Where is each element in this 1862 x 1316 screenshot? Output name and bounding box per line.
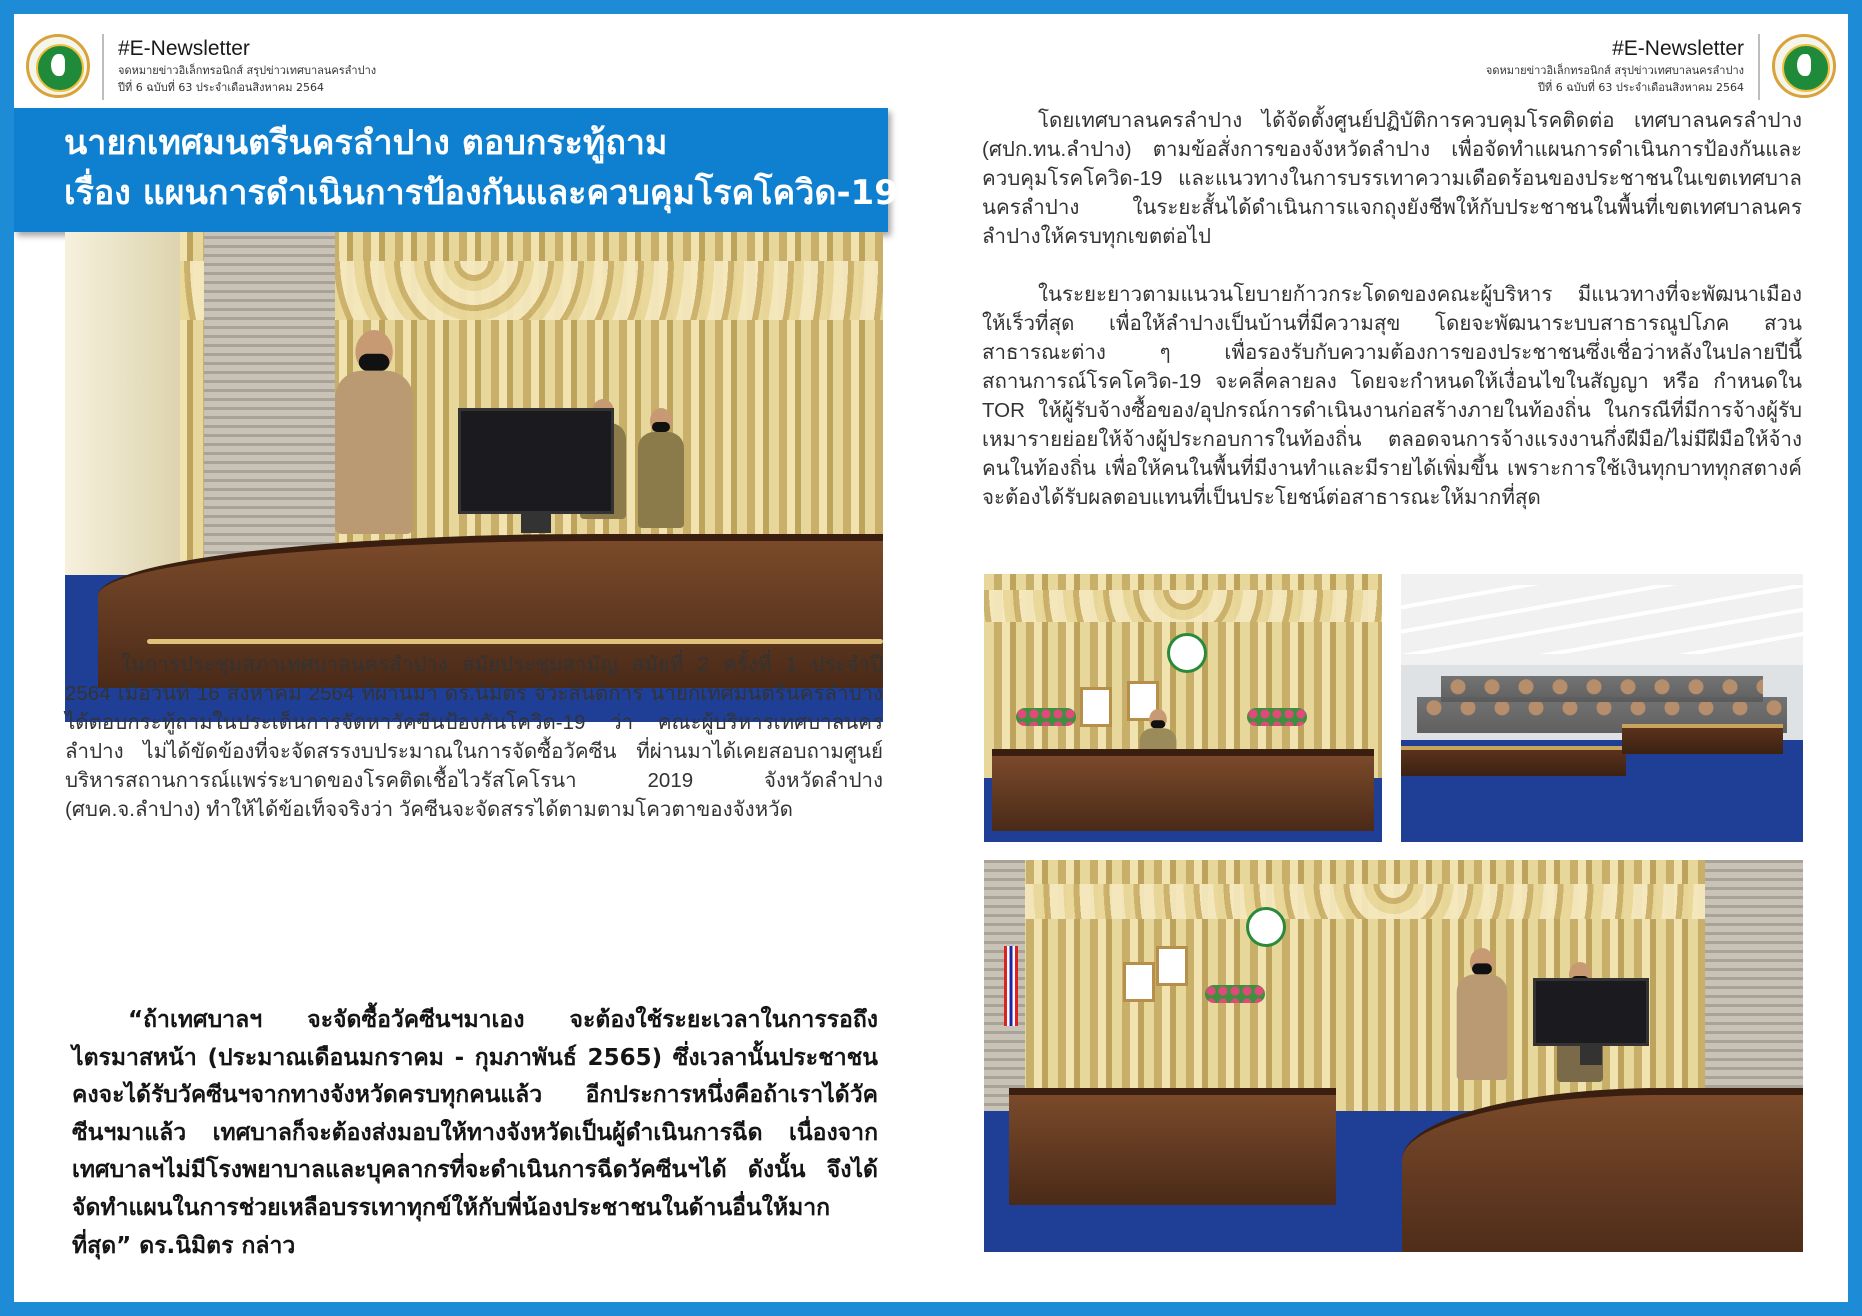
podium-desk [992,749,1374,831]
portrait-frame [1156,946,1188,986]
official-figure [638,408,684,528]
newsletter-subtitle: จดหมายข่าวอิเล็กทรอนิกส์ สรุปข่าวเทศบาลนครลำปาง [1485,64,1744,77]
speaker-figure [1457,948,1508,1080]
newsletter-issue: ปีที่ 6 ฉบับที่ 63 ประจำเดือนสิงหาคม 2564 [118,81,324,94]
council-members [1441,676,1763,702]
seal-emblem-icon [1246,907,1286,947]
portrait-frame [1123,962,1155,1002]
monitor [458,408,614,514]
newsletter-issue: ปีที่ 6 ฉบับที่ 63 ประจำเดือนสิงหาคม 2564 [1538,81,1744,94]
thai-flag [1004,946,1018,1026]
article-paragraph-1: โดยเทศบาลนครลำปาง ได้จัดตั้งศูนย์ปฏิบัติการควบคุมโรคติดต่อ เทศบาลนครลำปาง (ศปก.ทน.ลำปาง) ตามข้อสั่งการของจังหวัดลำปาง เพื่อจัดทำแผนการดำเนินการป้องกันและควบคุมโรคโควิด-19 และแนวทางในการบรรเทาความเดือดร้อนของประชาชนในเขตเทศบาลนครลำปาง ในระยะสั้นได้ดำเนินการแจกถุงยังชีพให้กับประชาชนในพื้นที่เขตเทศบาลนครลำปางให้ครบทุกเขตต่อไป [982,109,1802,248]
council-voting-photo [1401,574,1803,842]
headline-line-1: นายกเทศมนตรีนครลำปาง ตอบกระทู้ถาม [64,123,668,163]
mayor-figure [335,330,413,534]
council-chamber-photo [984,860,1803,1252]
monitor [1533,978,1649,1046]
article-paragraph-2: ในระยะยาวตามแนวนโยบายก้าวกระโดดของคณะผู้บริหาร มีแนวทางที่จะพัฒนาเมืองให้เร็วที่สุด เพื่อให้ลำปางเป็นบ้านที่มีความสุข โดยจะพัฒนาระบบสาธารณูปโภค สวนสาธารณะต่าง ๆ เพื่อรองรับกับความต้องการของประชาชนซึ่งเชื่อว่าหลังในปลายปีนี้สถานการณ์โรคโควิด-19 จะคลี่คลายลง โดยจะกำหนดให้เงื่อนไขในสัญญา หรือ กำหนดใน TOR ให้ผู้รับจ้างซื้อของ/อุปกรณ์การดำเนินงานก่อสร้างภายในท้องถิ่น ในกรณีที่มีการจ้างผู้รับเหมารายย่อยให้จ้างผู้ประกอบการในท้องถิ่น ตลอดจนการจ้างแรงงานกึ่งฝีมือ/ไม่มีฝีมือให้จ้างคนในท้องถิ่น เพื่อให้คนในพื้นที่มีงานทำและมีรายได้เพิ่มขึ้น เพราะการใช้เงินทุกบาททุกสตางค์จะต้องได้รับผลตอบแทนที่เป็นประโยชน์ต่อสาธารณะให้มากที่สุด [982,283,1802,509]
seal-emblem-icon [1167,633,1207,673]
header-divider [1758,34,1760,100]
chairman-podium-photo [984,574,1382,842]
portrait-frame [1080,687,1112,727]
councillor-desk [1402,1088,1803,1252]
header-divider [102,34,104,100]
header-right [1486,36,1744,96]
mayor-quote: “ถ้าเทศบาลฯ จะจัดซื้อวัคซีนฯมาเอง จะต้องใช้ระยะเวลาในการรอถึงไตรมาสหน้า (ประมาณเดือนมกราคม - กุมภาพันธ์ 2565) ซึ่งเวลานั้นประชาชนคงจะได้รับวัคซีนฯจากทางจังหวัดครบทุกคนแล้ว อีกประการหนึ่งคือถ้าเราได้วัคซีนฯมาแล้ว เทศบาลก็จะต้องส่งมอบให้ทางจังหวัดเป็นผู้ดำเนินการฉีด เนื่องจากเทศบาลฯไม่มีโรงพยาบาลและบุคลากรที่จะดำเนินการฉีดวัคซีนฯได้ ดังนั้น จึงได้จัดทำแผนในการช่วยเหลือบรรเทาทุกข์ให้กับพี่น้องประชาชนในด้านอื่นให้มากที่สุด” ดร.นิมิตร กล่าว [72,1007,878,1259]
newsletter-title: #E-Newsletter [118,37,250,60]
municipality-seal-icon [1772,34,1836,98]
article-intro-paragraph: ในการประชุมสภาเทศบาลนครลำปาง สมัยประชุมสามัญ สมัยที่ 2 ครั้งที่ 1 ประจำปี 2564 เมื่อวันที่ 16 สิงหาคม 2564 ที่ผ่านมา ดร.นิมิตร จิวะสันติการ นายกเทศมนตรีนครลำปาง ได้ตอบกระทู้ถามในประเด็นการจัดหาวัคซีนป้องกันโควิด-19 ว่า คณะผู้บริหารเทศบาลนครลำปาง ไม่ได้ขัดข้องที่จะจัดสรรงบประมาณในการจัดซื้อวัคซีน ที่ผ่านมาได้เคยสอบถามศูนย์บริหารสถานการณ์แพร่ระบาดของโรคติดเชื้อไวรัสโคโรนา 2019 จังหวัดลำปาง (ศบค.จ.ลำปาง) ทำให้ได้ข้อเท็จจริงว่า วัคซีนจะจัดสรรได้ตามตามโควตาของจังหวัด [65,653,883,821]
headline-line-2: เรื่อง แผนการดำเนินการป้องกันและควบคุมโรคโควิด-19 [64,173,898,213]
municipality-seal-icon [26,34,90,98]
newsletter-title: #E-Newsletter [1612,37,1744,60]
header-left [118,36,376,96]
lower-desk [1009,1088,1337,1205]
newsletter-page [14,14,1848,1302]
newsletter-subtitle: จดหมายข่าวอิเล็กทรอนิกส์ สรุปข่าวเทศบาลนครลำปาง [118,64,377,77]
main-meeting-photo [65,232,883,722]
headline-banner [14,108,898,232]
